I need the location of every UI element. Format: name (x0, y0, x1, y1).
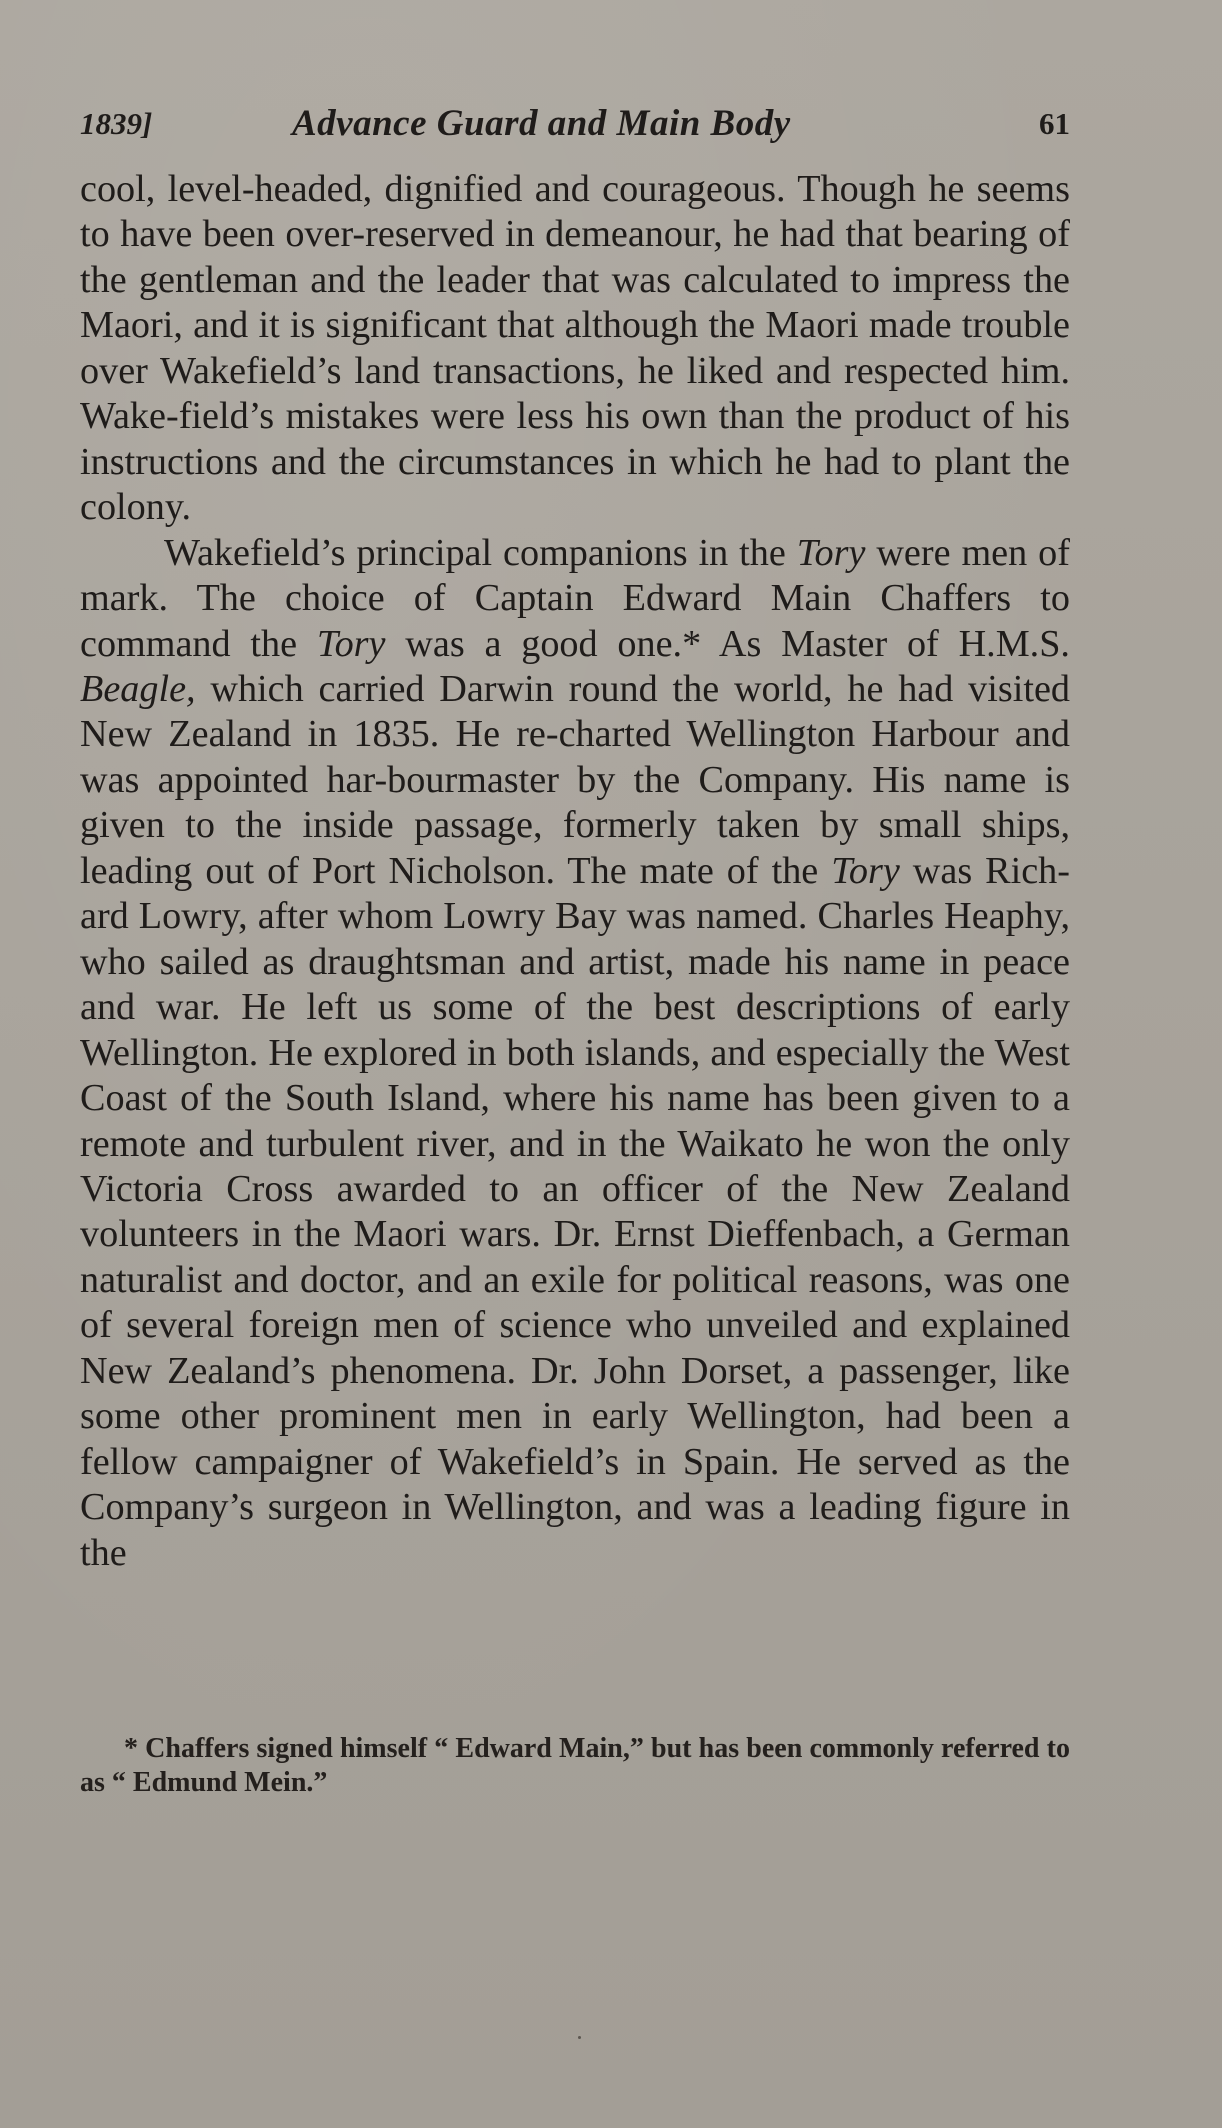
text-run: which carried Darwin round the world, he had visited New Zealand in 1835. He re-charted Wellington Harbour and was appointed har-bourmaster by the Company. His name is given to the inside passage, formerly taken by small ships, leading out of Port Nicholson. The mate of the (80, 667, 1070, 892)
running-header (80, 102, 1070, 146)
footnote: * Chaffers signed himself “ Edward Main,” but has been commonly referred to as “ Edmund Mein.” (80, 1733, 1070, 1798)
paragraph-companions (80, 531, 1070, 1576)
text-run: Wakefield’s principal companions in the (164, 531, 797, 574)
body-text (80, 167, 1070, 1576)
paper-speck (578, 2036, 581, 2039)
text-run: was Rich-ard Lowry, after whom Lowry Bay was named. Charles Heaphy, who sailed as draughtsman and artist, made his name in peace and war. He left us some of the best descriptions of early Wellington. He explored in both islands, and especially the West Coast of the South Island, where his name has been given to a remote and turbulent river, and in the Waikato he won the only Victoria Cross awarded to an officer of the New Zealand volunteers in the Maori wars. Dr. Ernst Dieffenbach, a German naturalist and doctor, and an exile for political reasons, was one of several foreign men of science who unveiled and explained New Zealand’s phenomena. Dr. John Dorset, a passenger, like some other prominent men in early Wellington, had been a fellow campaigner of Wakefield’s in Spain. He served as the Company’s surgeon in Wellington, and was a leading figure in the (80, 849, 1070, 1574)
header-year: 1839] (80, 106, 153, 141)
ship-name-italic: Tory (316, 622, 386, 665)
ship-name-italic: Beagle, (80, 667, 196, 710)
text-run: were men of mark. The choice of Captain Edward Main Chaffers to command the (80, 531, 1070, 665)
running-title: Advance Guard and Main Body (292, 103, 791, 144)
page-number: 61 (1039, 106, 1070, 141)
paragraph-continued: cool, level-headed, dignified and courageous. Though he seems to have been over-reserved in demeanour, he had that bearing of the gentleman and the leader that was calculated to impress the Maori, and it is significant that although the Maori made trouble over Wakefield’s land transactions, he liked and respected him. Wake-field’s mistakes were less his own than the product of his instructions and the circumstances in which he had to plant the colony. (80, 168, 1070, 529)
ship-name-italic: Tory (831, 849, 900, 892)
ship-name-italic: Tory (796, 531, 866, 574)
text-run: was a good one.* As Master of H.M.S. (385, 622, 1070, 665)
